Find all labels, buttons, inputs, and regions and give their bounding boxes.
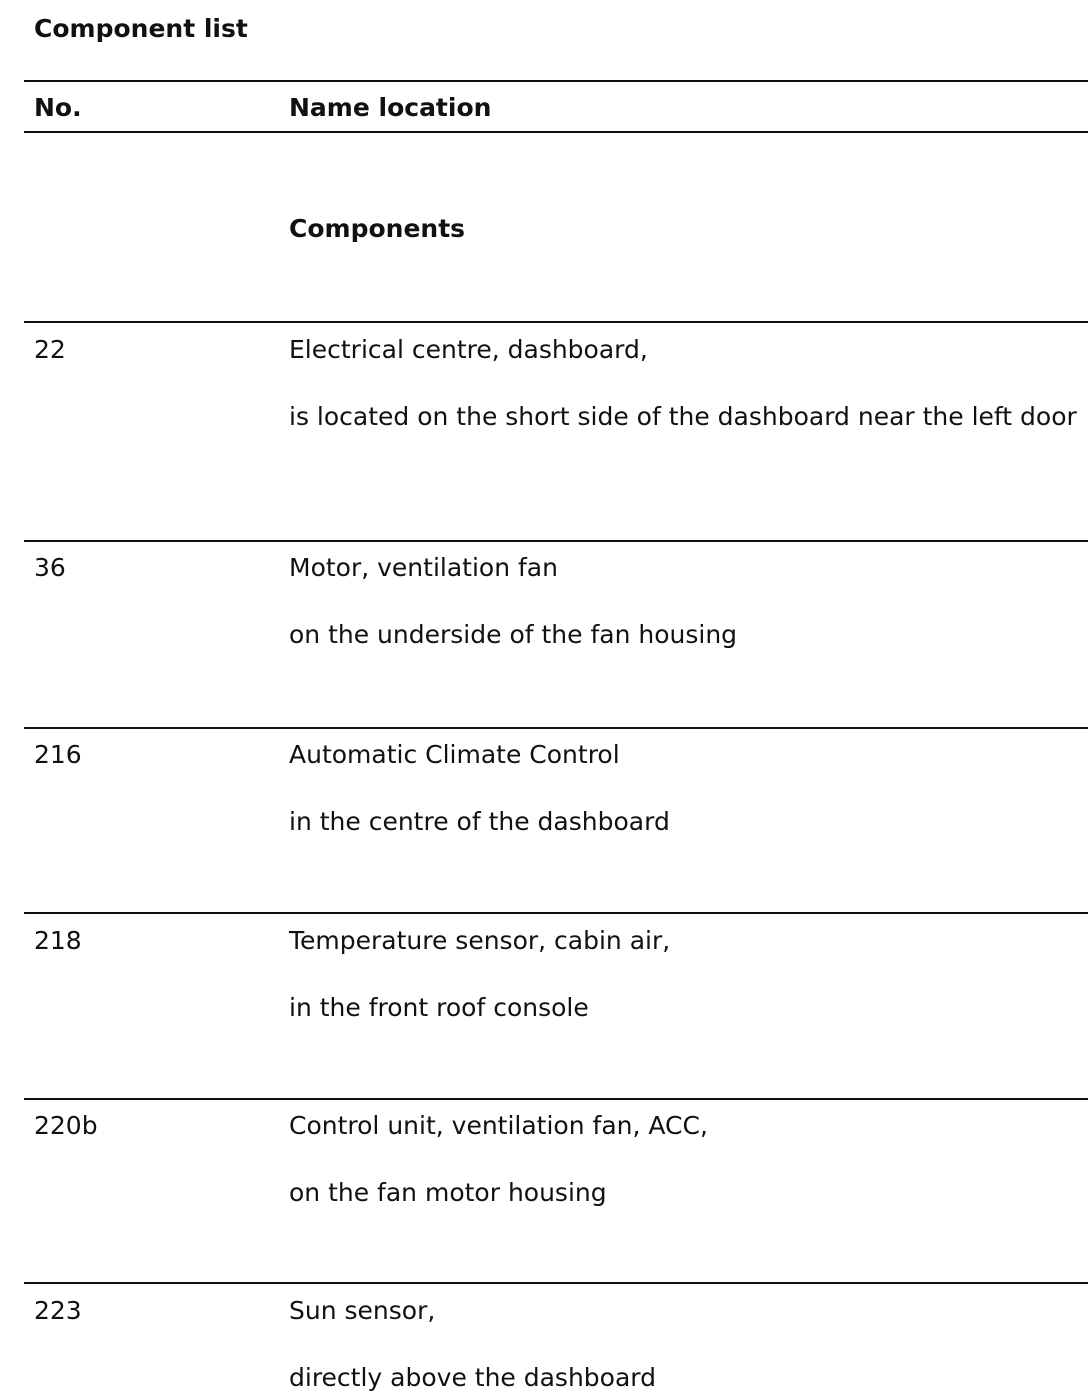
header-bottom-rule xyxy=(24,131,1088,133)
component-location: on the underside of the fan housing xyxy=(289,620,738,649)
row-divider xyxy=(24,1282,1088,1284)
component-number: 220b xyxy=(34,1111,98,1140)
row-divider xyxy=(24,321,1088,323)
column-header-name-location: Name location xyxy=(289,93,492,122)
component-location: in the centre of the dashboard xyxy=(289,807,670,836)
component-number: 36 xyxy=(34,553,66,582)
component-location: is located on the short side of the dashboard near the left door xyxy=(289,402,1077,431)
row-divider xyxy=(24,540,1088,542)
component-number: 223 xyxy=(34,1296,82,1325)
section-label-components: Components xyxy=(289,214,466,243)
row-divider xyxy=(24,727,1088,729)
component-name: Temperature sensor, cabin air, xyxy=(289,926,671,955)
header-top-rule xyxy=(24,80,1088,82)
component-name: Motor, ventilation fan xyxy=(289,553,558,582)
column-header-number: No. xyxy=(34,93,82,122)
component-name: Control unit, ventilation fan, ACC, xyxy=(289,1111,708,1140)
component-name: Sun sensor, xyxy=(289,1296,436,1325)
component-number: 218 xyxy=(34,926,82,955)
component-name: Electrical centre, dashboard, xyxy=(289,335,648,364)
document-title: Component list xyxy=(34,14,248,43)
row-divider xyxy=(24,1098,1088,1100)
row-divider xyxy=(24,912,1088,914)
component-number: 22 xyxy=(34,335,66,364)
component-location: in the front roof console xyxy=(289,993,589,1022)
component-number: 216 xyxy=(34,740,82,769)
component-name: Automatic Climate Control xyxy=(289,740,620,769)
component-location: directly above the dashboard xyxy=(289,1363,656,1392)
component-location: on the fan motor housing xyxy=(289,1178,607,1207)
